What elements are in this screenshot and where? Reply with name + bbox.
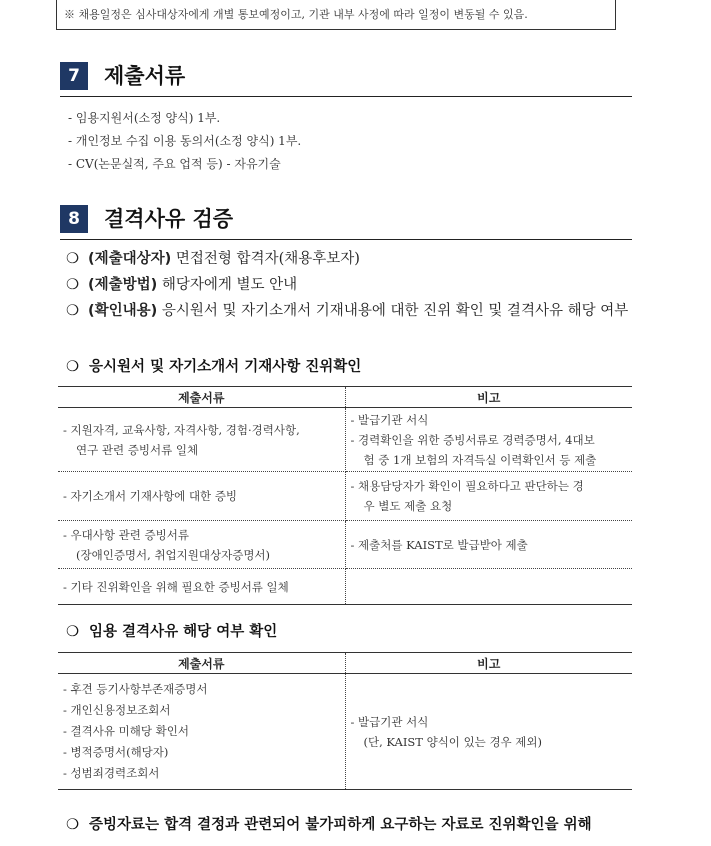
list-item: - 개인정보 수집 이용 동의서(소정 양식) 1부. — [68, 134, 302, 148]
closing-paragraph — [66, 813, 592, 834]
document-cell — [58, 408, 345, 472]
cell-line: - 후견 등기사항부존재증명서 — [63, 682, 208, 696]
point-submission-target — [66, 246, 636, 272]
section-7-header — [60, 62, 632, 97]
table-row — [58, 674, 632, 790]
required-documents-list — [68, 107, 301, 176]
cell-line: - 지원자격, 교육사항, 자격사항, 경험·경력사항, — [63, 422, 300, 437]
cell-line: 연구 관련 증빙서류 일체 — [76, 442, 199, 457]
document-cell — [58, 569, 345, 605]
schedule-notice: ※ 채용일정은 심사대상자에게 개별 통보예정이고, 기관 내부 사정에 따라 일정이 변동될 수 있음. — [56, 0, 616, 30]
table1-heading — [66, 355, 361, 376]
cell-line: - 성범죄경력조회서 — [63, 766, 160, 780]
point-verification-content — [66, 298, 636, 324]
column-header-documents: 제출서류 — [58, 387, 345, 408]
circle-bullet-icon: ❍ — [66, 251, 79, 267]
cell-line: 우 별도 제출 요청 — [363, 499, 453, 513]
cell-line: - 우대사항 관련 증빙서류 — [63, 527, 189, 542]
cell-line: - 제출처를 KAIST로 발급받아 제출 — [350, 537, 528, 552]
table-row — [58, 408, 632, 472]
point-label: (제출대상자) — [88, 251, 172, 267]
cell-line: (장애인증명서, 취업지원대상자증명서) — [76, 547, 271, 562]
column-header-remarks: 비고 — [345, 653, 632, 674]
table-row — [58, 521, 632, 569]
section-7-title: 제출서류 — [104, 64, 186, 88]
remarks-cell — [345, 521, 632, 569]
cell-line: (단, KAIST 양식이 있는 경우 제외) — [363, 734, 543, 749]
remarks-cell — [345, 472, 632, 521]
remarks-cell — [345, 569, 632, 605]
table-row — [58, 569, 632, 605]
table2-heading-text: 임용 결격사유 해당 여부 확인 — [89, 624, 278, 640]
table1-heading-text: 응시원서 및 자기소개서 기재사항 진위확인 — [89, 359, 362, 375]
circle-bullet-icon: ❍ — [66, 359, 79, 375]
point-submission-method — [66, 272, 636, 298]
column-header-documents: 제출서류 — [58, 653, 345, 674]
table2-heading — [66, 620, 277, 641]
cell-line: - 발급기관 서식 — [350, 714, 429, 729]
section-7-number: 7 — [60, 62, 88, 90]
closing-text: 증빙자료는 합격 결정과 관련되어 불가피하게 요구하는 자료로 진위확인을 위해 — [89, 817, 592, 833]
cell-line: 험 중 1개 보험의 자격득실 이력확인서 등 제출 — [363, 452, 597, 467]
remarks-cell — [345, 674, 632, 790]
point-label: (확인내용) — [88, 303, 158, 319]
point-text: 해당자에게 별도 안내 — [157, 277, 298, 293]
cell-line: - 자기소개서 기재사항에 대한 증빙 — [63, 489, 238, 503]
cell-line: - 병적증명서(해당자) — [63, 745, 169, 759]
cell-line: - 개인신용정보조회서 — [63, 703, 171, 717]
document-cell — [58, 674, 345, 790]
table-row — [58, 472, 632, 521]
section-8-number: 8 — [60, 205, 88, 233]
circle-bullet-icon: ❍ — [66, 277, 79, 293]
cell-line: - 채용담당자가 확인이 필요하다고 판단하는 경 — [350, 479, 584, 493]
section-8-header — [60, 205, 632, 240]
circle-bullet-icon: ❍ — [66, 303, 79, 319]
list-item: - CV(논문실적, 주요 업적 등) - 자유기술 — [68, 157, 281, 171]
verification-table — [58, 386, 632, 605]
point-text: 면접전형 합격자(채용후보자) — [171, 251, 360, 267]
remarks-cell — [345, 408, 632, 472]
circle-bullet-icon: ❍ — [66, 817, 79, 833]
column-header-remarks: 비고 — [345, 387, 632, 408]
disqualification-points — [66, 246, 636, 324]
section-8-title: 결격사유 검증 — [104, 207, 234, 231]
disqualification-table — [58, 652, 632, 790]
cell-line: - 경력확인을 위한 증빙서류로 경력증명서, 4대보 — [350, 432, 595, 447]
document-cell — [58, 472, 345, 521]
cell-line: - 발급기관 서식 — [350, 412, 429, 427]
cell-line: - 결격사유 미해당 확인서 — [63, 724, 189, 738]
point-label: (제출방법) — [88, 277, 158, 293]
list-item: - 임용지원서(소정 양식) 1부. — [68, 111, 221, 125]
document-cell — [58, 521, 345, 569]
circle-bullet-icon: ❍ — [66, 624, 79, 640]
point-text: 응시원서 및 자기소개서 기재내용에 대한 진위 확인 및 결격사유 해당 여부 — [157, 303, 629, 319]
cell-line: - 기타 진위확인을 위해 필요한 증빙서류 일체 — [63, 579, 289, 594]
